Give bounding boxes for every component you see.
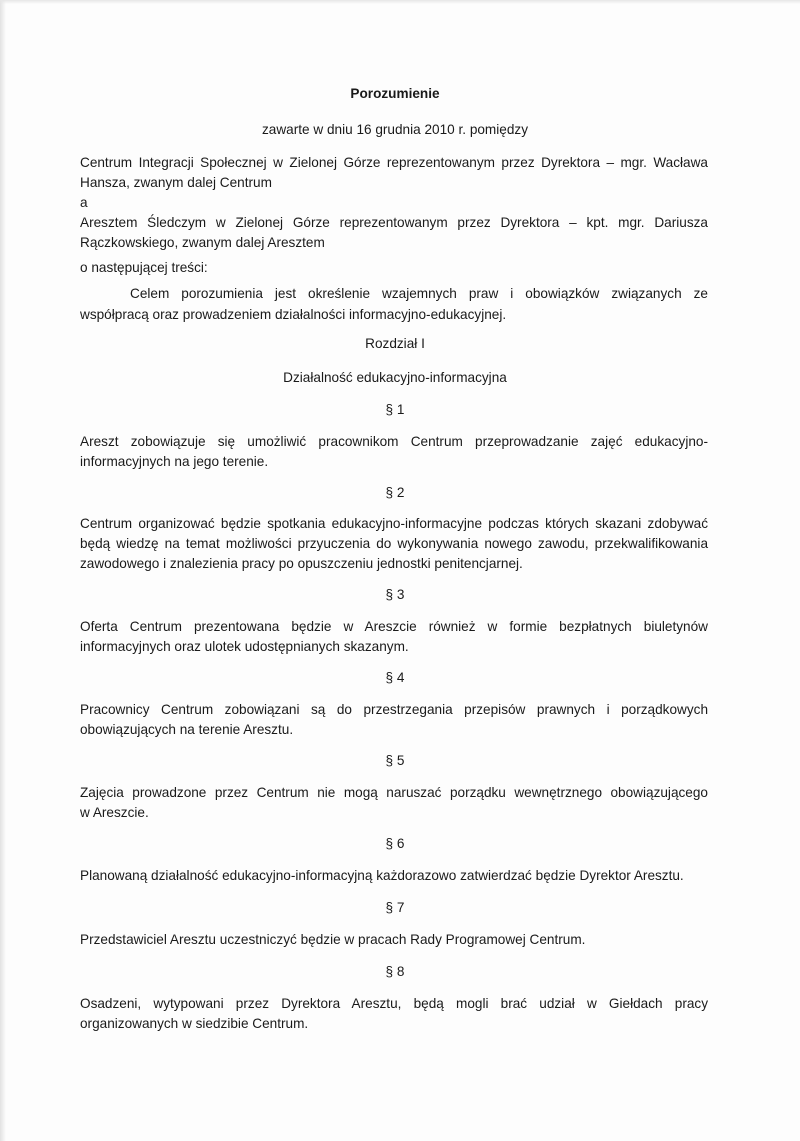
section-heading: § 4 [385,670,405,685]
section-text-line: Centrum organizować będzie spotkania edukacyjno-informacyjne podczas których skazani zdobywać [80,516,708,531]
purpose-line: Celem porozumienia jest określenie wzajemnych praw i obowiązków związanych ze [130,286,708,301]
section-text-line: Przedstawiciel Aresztu uczestniczyć będzie w pracach Rady Programowej Centrum. [80,932,586,947]
intro-text: o następującej treści: [80,260,208,275]
section-text-line: informacyjnych na jego terenie. [80,454,269,469]
conjunction: a [80,195,88,210]
section-text-line: Zajęcia prowadzone przez Centrum nie mogą naruszać porządku wewnętrznego obowiązującego [80,785,708,800]
section-text-line: zawodowego i znalezienia pracy po opuszczeniu jednostki penitencjarnej. [80,556,523,571]
chapter-title: Działalność edukacyjno-informacyjna [283,370,507,385]
section-text-line: Planowaną działalność edukacyjno-informacyjną każdorazowo zatwierdzać będzie Dyrektor Aresztu. [80,868,684,883]
scan-edge [0,0,800,4]
section-heading: § 7 [385,900,405,915]
section-heading: § 1 [385,402,405,417]
document-title: Porozumienie [350,86,440,101]
chapter-number: Rozdział I [365,336,425,351]
section-heading: § 2 [385,485,405,500]
purpose-line: współpracą oraz prowadzeniem działalności informacyjno-edukacyjnej. [80,307,507,322]
party-2-line: Aresztem Śledczym w Zielonej Górze reprezentowanym przez Dyrektora – kpt. mgr. Dariusza [80,215,708,230]
section-text-line: Areszt zobowiązuje się umożliwić pracownikom Centrum przeprowadzanie zajęć edukacyjno- [80,434,708,449]
section-heading: § 5 [385,753,405,768]
party-1-line: Hansza, zwanym dalej Centrum [80,175,272,190]
section-text-line: Osadzeni, wytypowani przez Dyrektora Aresztu, będą mogli brać udział w Giełdach pracy [80,996,708,1011]
section-heading: § 3 [385,587,405,602]
section-heading: § 8 [385,964,405,979]
section-text-line: w Areszcie. [80,805,149,820]
section-text-line: będą wiedzę na temat możliwości przyuczenia do wykonywania nowego zawodu, przekwalifikowania [80,536,708,551]
party-1-line: Centrum Integracji Społecznej w Zielonej Górze reprezentowanym przez Dyrektora – mgr. Wacława [80,155,708,170]
section-text-line: Pracownicy Centrum zobowiązani są do przestrzegania przepisów prawnych i porządkowych [80,702,708,717]
section-text-line: organizowanych w siedzibie Centrum. [80,1016,309,1031]
party-2-line: Rączkowskiego, zwanym dalej Aresztem [80,235,325,250]
section-text-line: obowiązujących na terenie Aresztu. [80,722,294,737]
section-heading: § 6 [385,836,405,851]
scan-edge [0,0,6,1141]
document-subtitle: zawarte w dniu 16 grudnia 2010 r. pomiędzy [262,122,528,137]
section-text-line: Oferta Centrum prezentowana będzie w Areszcie również w formie bezpłatnych biuletynów [80,619,708,634]
section-text-line: informacyjnych oraz ulotek udostępnianych skazanym. [80,639,409,654]
